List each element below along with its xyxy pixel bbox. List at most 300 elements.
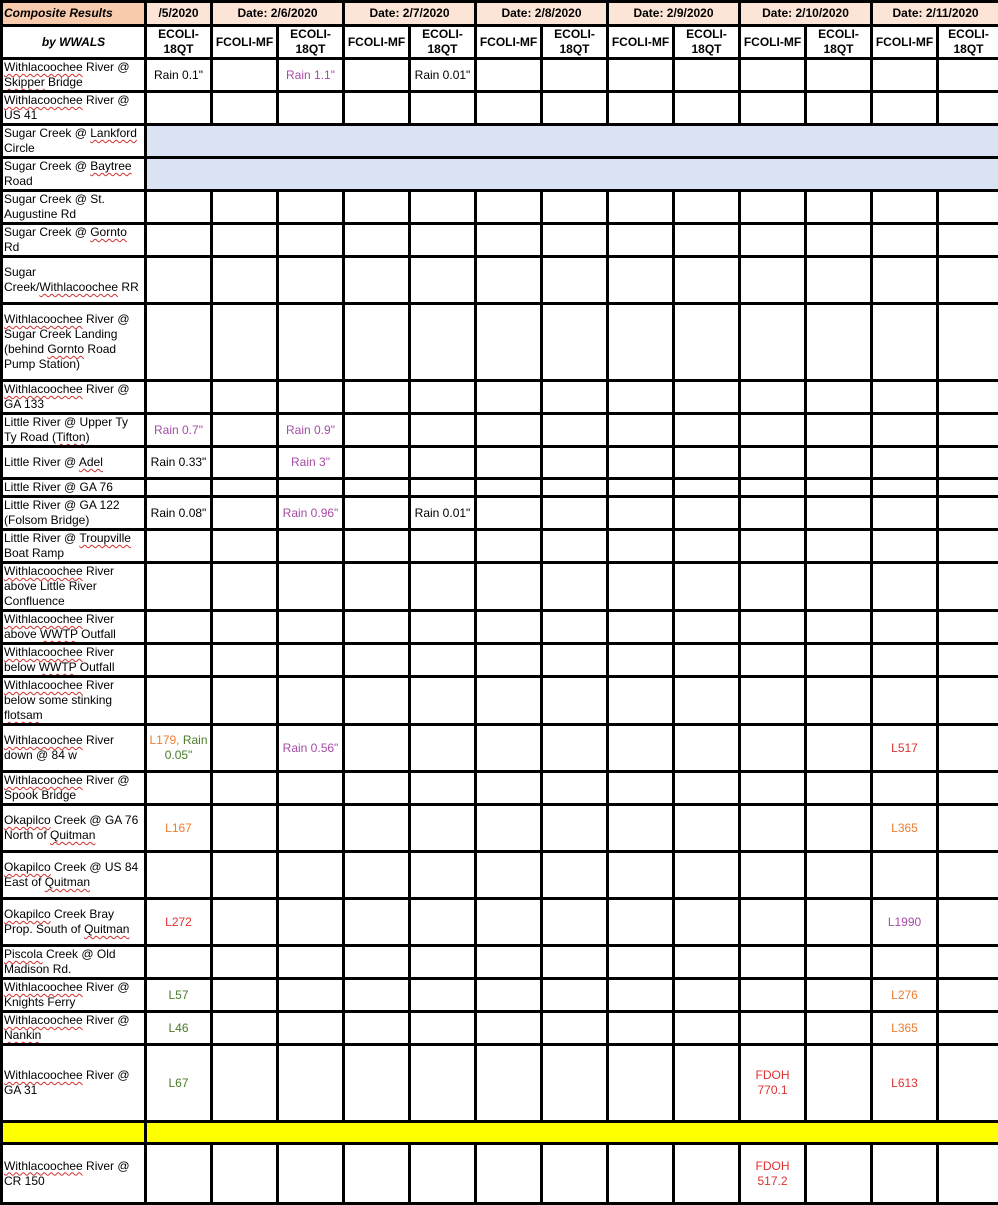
site-name: Okapilco Creek @ US 84 East of Quitman [2, 852, 146, 899]
result-cell [278, 304, 344, 381]
result-cell [146, 224, 212, 257]
result-cell [278, 946, 344, 979]
result-cell [542, 414, 608, 447]
result-cell [806, 805, 872, 852]
result-cell [476, 1144, 542, 1204]
result-cell [542, 644, 608, 677]
site-name: Sugar Creek @ Baytree Road [2, 158, 146, 191]
date-header-6: Date: 2/11/2020 [872, 2, 998, 26]
site-name: Withlacoochee River above WWTP Outfall [2, 611, 146, 644]
result-cell [608, 257, 674, 304]
result-value: Rain 0.96" [283, 506, 339, 520]
date-header-3: Date: 2/8/2020 [476, 2, 608, 26]
site-name: Withlacoochee River above Little River Confluence [2, 563, 146, 611]
site-name: Withlacoochee River @ GA 133 [2, 381, 146, 414]
result-cell [674, 946, 740, 979]
result-cell [344, 979, 410, 1012]
result-cell [740, 224, 806, 257]
site-name: Withlacoochee River @ Nankin [2, 1012, 146, 1045]
result-cell [608, 772, 674, 805]
result-value-part: Rain 0.05" [165, 733, 208, 762]
result-cell [674, 611, 740, 644]
result-cell [542, 677, 608, 725]
column-header-fcoli: FCOLI-MF [608, 26, 674, 59]
result-cell [278, 805, 344, 852]
site-name: Withlacoochee River @ Sugar Creek Landing (behind Gornto Road Pump Station) [2, 304, 146, 381]
result-cell [212, 1012, 278, 1045]
result-cell [938, 677, 998, 725]
result-cell [410, 946, 476, 979]
result-cell [410, 563, 476, 611]
result-value: L1990 [888, 915, 921, 929]
result-cell [212, 191, 278, 224]
result-cell [146, 479, 212, 497]
column-header-ecoli: ECOLI- 18QT [938, 26, 998, 59]
result-cell [146, 563, 212, 611]
result-cell [542, 805, 608, 852]
result-cell [608, 447, 674, 479]
result-cell [476, 497, 542, 530]
result-cell [278, 1144, 344, 1204]
column-header-fcoli: FCOLI-MF [476, 26, 542, 59]
result-cell [608, 899, 674, 946]
result-cell [146, 191, 212, 224]
result-value: Rain 0.7" [154, 423, 203, 437]
result-cell [872, 852, 938, 899]
result-cell [542, 191, 608, 224]
result-value: Rain 3" [291, 455, 330, 469]
result-cell [806, 304, 872, 381]
site-name: Piscola Creek @ Old Madison Rd. [2, 946, 146, 979]
result-cell [542, 479, 608, 497]
result-cell [212, 852, 278, 899]
result-cell [806, 1012, 872, 1045]
result-cell [674, 1144, 740, 1204]
result-cell [344, 224, 410, 257]
column-header-ecoli: ECOLI- 18QT [542, 26, 608, 59]
result-cell [542, 304, 608, 381]
result-cell [674, 414, 740, 447]
result-cell [872, 1012, 938, 1045]
result-value: Rain 0.08" [151, 506, 207, 520]
column-header-fcoli: FCOLI-MF [872, 26, 938, 59]
result-cell [674, 530, 740, 563]
site-name: Withlacoochee River below some stinking flotsam [2, 677, 146, 725]
result-cell [740, 852, 806, 899]
result-cell [212, 611, 278, 644]
result-cell [674, 479, 740, 497]
result-cell [542, 725, 608, 772]
result-cell [542, 92, 608, 125]
site-name: Withlacoochee River @ CR 150 [2, 1144, 146, 1204]
result-cell [542, 530, 608, 563]
table-row [2, 772, 998, 805]
result-cell [344, 59, 410, 92]
result-cell [212, 479, 278, 497]
result-cell [146, 772, 212, 805]
result-cell [872, 414, 938, 447]
result-cell [674, 563, 740, 611]
result-cell [608, 563, 674, 611]
table-row [2, 158, 998, 191]
result-cell [872, 979, 938, 1012]
result-cell [410, 59, 476, 92]
result-cell [740, 59, 806, 92]
result-cell [476, 257, 542, 304]
result-value: FDOH 770.1 [756, 1068, 790, 1097]
result-cell [806, 414, 872, 447]
table-row [2, 530, 998, 563]
result-cell [410, 497, 476, 530]
result-cell [476, 772, 542, 805]
result-cell [212, 899, 278, 946]
result-cell [872, 1144, 938, 1204]
result-cell [344, 479, 410, 497]
result-value: L276 [891, 988, 918, 1002]
site-name: Little River @ Adel [2, 447, 146, 479]
result-cell [674, 59, 740, 92]
result-cell [608, 677, 674, 725]
result-cell [476, 530, 542, 563]
result-cell [872, 381, 938, 414]
result-cell [938, 725, 998, 772]
table-row [2, 92, 998, 125]
site-name: Little River @ GA 122 (Folsom Bridge) [2, 497, 146, 530]
result-cell [608, 805, 674, 852]
result-cell [872, 304, 938, 381]
result-cell [872, 677, 938, 725]
result-value: Rain 0.1" [154, 68, 203, 82]
result-cell [938, 611, 998, 644]
result-cell [278, 563, 344, 611]
table-row [2, 805, 998, 852]
result-cell [542, 257, 608, 304]
result-cell [740, 92, 806, 125]
table-row [2, 563, 998, 611]
result-cell [278, 530, 344, 563]
result-cell [806, 725, 872, 772]
result-value: L365 [891, 1021, 918, 1035]
column-header-ecoli: ECOLI- 18QT [806, 26, 872, 59]
result-cell [938, 304, 998, 381]
result-cell [278, 479, 344, 497]
result-cell [740, 447, 806, 479]
result-cell [608, 414, 674, 447]
result-cell [872, 946, 938, 979]
result-cell [740, 530, 806, 563]
site-name: Okapilco Creek @ GA 76 North of Quitman [2, 805, 146, 852]
result-cell [740, 479, 806, 497]
site-name: Withlacoochee River below WWTP Outfall [2, 644, 146, 677]
column-header-ecoli: ECOLI- 18QT [674, 26, 740, 59]
result-cell [740, 899, 806, 946]
result-cell [344, 497, 410, 530]
result-cell [278, 644, 344, 677]
result-cell [146, 447, 212, 479]
result-cell [938, 1045, 998, 1122]
result-cell [344, 304, 410, 381]
result-cell [938, 59, 998, 92]
result-cell [608, 644, 674, 677]
result-cell [476, 852, 542, 899]
result-cell [938, 946, 998, 979]
result-cell [806, 191, 872, 224]
table-row [2, 59, 998, 92]
site-name: Okapilco Creek Bray Prop. South of Quitman [2, 899, 146, 946]
result-cell [344, 725, 410, 772]
result-cell [278, 979, 344, 1012]
date-header-5: Date: 2/10/2020 [740, 2, 872, 26]
result-cell [278, 899, 344, 946]
result-cell [278, 497, 344, 530]
result-cell [146, 1012, 212, 1045]
result-cell [146, 852, 212, 899]
result-cell [278, 414, 344, 447]
separator-row [2, 1122, 998, 1144]
result-value: Rain 0.33" [151, 455, 207, 469]
result-cell [212, 677, 278, 725]
result-cell [476, 414, 542, 447]
result-cell [938, 447, 998, 479]
site-name: Little River @ Troupville Boat Ramp [2, 530, 146, 563]
table-row [2, 979, 998, 1012]
result-cell [146, 1144, 212, 1204]
separator-cell [146, 1122, 998, 1144]
result-cell [674, 447, 740, 479]
result-cell [278, 59, 344, 92]
result-cell [938, 414, 998, 447]
result-cell [938, 899, 998, 946]
result-cell [344, 611, 410, 644]
result-cell [410, 644, 476, 677]
table-row [2, 725, 998, 772]
result-cell [212, 805, 278, 852]
result-cell [344, 677, 410, 725]
result-cell [806, 530, 872, 563]
date-header-0: /5/2020 [146, 2, 212, 26]
result-cell [542, 899, 608, 946]
result-cell [608, 1045, 674, 1122]
result-cell [938, 381, 998, 414]
result-cell [740, 381, 806, 414]
result-cell [740, 946, 806, 979]
result-cell [740, 979, 806, 1012]
table-row [2, 644, 998, 677]
site-name: Sugar Creek/Withlacoochee RR [2, 257, 146, 304]
result-cell [806, 772, 872, 805]
result-cell [608, 725, 674, 772]
result-cell [740, 1144, 806, 1204]
result-value: Rain 0.01" [415, 506, 471, 520]
result-cell [212, 257, 278, 304]
table-row [2, 257, 998, 304]
result-cell [674, 899, 740, 946]
result-cell [674, 772, 740, 805]
result-value: Rain 0.56" [283, 741, 339, 755]
result-cell [344, 772, 410, 805]
result-cell [542, 946, 608, 979]
result-cell [410, 725, 476, 772]
result-cell [542, 447, 608, 479]
site-name: Withlacoochee River down @ 84 w [2, 725, 146, 772]
result-cell [410, 257, 476, 304]
result-cell [212, 563, 278, 611]
table-row [2, 1012, 998, 1045]
result-cell [674, 257, 740, 304]
result-cell [608, 530, 674, 563]
site-name: Sugar Creek @ St. Augustine Rd [2, 191, 146, 224]
result-cell [674, 725, 740, 772]
result-cell [278, 381, 344, 414]
site-name: Sugar Creek @ Lankford Circle [2, 125, 146, 158]
result-cell [806, 257, 872, 304]
result-cell [608, 304, 674, 381]
site-name: Sugar Creek @ Gornto Rd [2, 224, 146, 257]
result-cell [938, 479, 998, 497]
result-cell [212, 59, 278, 92]
result-cell [146, 644, 212, 677]
result-cell [542, 772, 608, 805]
result-cell [344, 899, 410, 946]
result-cell [674, 1012, 740, 1045]
result-cell [410, 224, 476, 257]
result-cell [410, 447, 476, 479]
result-cell [278, 191, 344, 224]
result-value: L46 [168, 1021, 188, 1035]
result-cell [740, 805, 806, 852]
result-cell [476, 805, 542, 852]
result-value: Rain 0.9" [286, 423, 335, 437]
result-cell [542, 1045, 608, 1122]
table-row [2, 125, 998, 158]
result-cell [740, 1045, 806, 1122]
result-cell [344, 381, 410, 414]
result-cell [476, 644, 542, 677]
result-cell [542, 852, 608, 899]
table-row [2, 414, 998, 447]
result-cell [542, 497, 608, 530]
result-cell [608, 224, 674, 257]
result-cell [542, 224, 608, 257]
result-cell [146, 611, 212, 644]
result-cell [806, 1144, 872, 1204]
result-cell [344, 257, 410, 304]
result-cell [278, 1045, 344, 1122]
result-cell [674, 805, 740, 852]
result-cell [872, 611, 938, 644]
column-header-fcoli: FCOLI-MF [740, 26, 806, 59]
result-cell [146, 899, 212, 946]
date-header-1: Date: 2/6/2020 [212, 2, 344, 26]
result-value: FDOH 517.2 [756, 1159, 790, 1188]
result-cell [476, 979, 542, 1012]
result-cell [806, 497, 872, 530]
result-cell [476, 479, 542, 497]
result-cell [806, 899, 872, 946]
site-name [2, 1122, 146, 1144]
result-cell [806, 381, 872, 414]
result-cell [542, 1012, 608, 1045]
result-cell [938, 1144, 998, 1204]
result-cell [938, 497, 998, 530]
result-cell [212, 497, 278, 530]
result-cell [212, 530, 278, 563]
sheet-title: Composite Results [2, 2, 146, 26]
result-cell [476, 447, 542, 479]
result-cell [872, 563, 938, 611]
table-row [2, 899, 998, 946]
table-row [2, 224, 998, 257]
result-cell [476, 725, 542, 772]
result-value: L67 [168, 1076, 188, 1090]
result-value: Rain 1.1" [286, 68, 335, 82]
result-cell [674, 497, 740, 530]
result-cell [608, 979, 674, 1012]
result-cell [212, 447, 278, 479]
result-cell [344, 414, 410, 447]
result-cell [806, 59, 872, 92]
result-cell [872, 644, 938, 677]
result-cell [410, 805, 476, 852]
result-cell [212, 1144, 278, 1204]
result-cell [938, 224, 998, 257]
site-name: Little River @ GA 76 [2, 479, 146, 497]
column-header-fcoli: FCOLI-MF [212, 26, 278, 59]
result-cell [542, 1144, 608, 1204]
result-cell [608, 381, 674, 414]
result-cell [872, 899, 938, 946]
result-cell [344, 447, 410, 479]
result-cell [212, 644, 278, 677]
table-row [2, 852, 998, 899]
result-cell [674, 224, 740, 257]
result-cell [344, 1012, 410, 1045]
result-cell [278, 92, 344, 125]
result-cell [410, 899, 476, 946]
result-cell [740, 1012, 806, 1045]
result-cell [608, 1012, 674, 1045]
table-row [2, 677, 998, 725]
result-cell [608, 92, 674, 125]
result-cell [608, 1144, 674, 1204]
result-cell [476, 563, 542, 611]
result-cell [872, 224, 938, 257]
result-cell [278, 677, 344, 725]
result-cell [938, 191, 998, 224]
result-cell [674, 644, 740, 677]
result-cell [608, 479, 674, 497]
result-cell [410, 772, 476, 805]
result-value: L613 [891, 1076, 918, 1090]
result-cell [212, 979, 278, 1012]
table-row [2, 191, 998, 224]
result-cell [740, 725, 806, 772]
result-cell [278, 447, 344, 479]
result-cell [740, 611, 806, 644]
result-cell [278, 725, 344, 772]
result-cell [278, 852, 344, 899]
result-cell [410, 1045, 476, 1122]
merged-empty-cell [146, 125, 998, 158]
result-cell [476, 677, 542, 725]
result-cell [410, 92, 476, 125]
result-cell [806, 677, 872, 725]
result-cell [146, 257, 212, 304]
column-header-fcoli: FCOLI-MF [344, 26, 410, 59]
result-cell [410, 677, 476, 725]
table-row [2, 479, 998, 497]
result-cell [212, 92, 278, 125]
